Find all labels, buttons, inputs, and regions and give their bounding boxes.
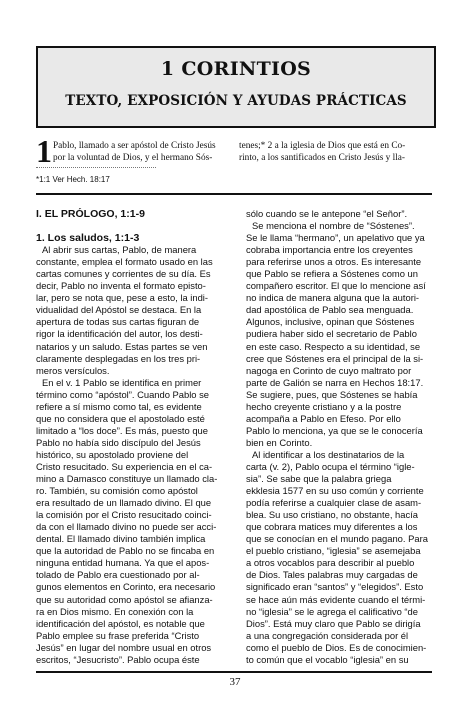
text-line: En el v. 1 Pablo se identifica en primer [42, 376, 202, 388]
text-line: tolado de Pablo era cuestionado por al- [36, 569, 200, 581]
text-line: hecho creyente cristiano y a la postre [246, 400, 402, 412]
text-line: cobraba importancia entre los creyentes [246, 244, 413, 256]
text-line: dad apostólica de Pablo sea menguada. [246, 304, 414, 316]
text-line: escritos, “Jesucristo”. Pablo ocupa éste [36, 653, 200, 665]
text-line: no “iglesia” se le agrega el calificativo “de [246, 605, 418, 617]
page-number: 37 [229, 676, 241, 688]
text-line: Pablo emplee su frase preferida “Cristo [36, 629, 200, 641]
text-line: apertura de todas sus cartas figuran de [36, 316, 200, 328]
text-line: ninguna entidad humana. Ya que el apos- [36, 557, 210, 569]
text-line: Algunos, inclusive, opinan que Sóstenes [246, 316, 415, 328]
text-line: natarios y un saludo. Estas partes se ven [36, 340, 208, 352]
text-line: ra en Dios mismo. En conexión con la [36, 605, 194, 617]
text-line: 1. Los saludos, 1:1-3 [36, 232, 140, 245]
text-line: da con el llamado divino no puede ser acci- [36, 521, 217, 533]
text-line: a una congregación considerada por él [246, 629, 409, 641]
footnote-separator [36, 167, 156, 168]
text-line: vidualidad del Apóstol se destaca. En la [36, 304, 202, 316]
text-line: como el pueblo de Dios. Es de conocimien- [246, 641, 427, 653]
text-line: cartas comunes y corrientes de su día. Es [36, 268, 211, 280]
text-line: rigor la identificación del autor, los desti- [36, 328, 203, 340]
text-line: que se conocían en el mundo pagano. Para [246, 533, 428, 545]
text-line: para referirse unos a otros. Es interesante [246, 256, 422, 268]
commentary-right-column [246, 208, 436, 666]
text-line: podía referirse a cualquier clase de asam- [246, 497, 422, 509]
text-line: Pablo lo menciona, ya que se le conocería [246, 424, 423, 436]
commentary-left-column [36, 208, 232, 666]
text-line: constante, emplea el formato usado en las [36, 256, 213, 268]
text-line: claramente desplegadas en los tres pri- [36, 352, 201, 364]
text-line: to común que el vocablo “iglesia” en su [246, 653, 409, 665]
text-line: Se menciona el nombre de “Sóstenes”. [252, 220, 415, 232]
text-line: I. EL PRÓLOGO, 1:1-9 [36, 208, 145, 220]
section-divider [36, 193, 432, 195]
text-line: Se sugiere, pues, que Sóstenes se había [246, 388, 418, 400]
scripture-line: Pablo, llamado a ser apóstol de Cristo Jesús [53, 141, 216, 151]
text-line: que la autoridad de Pablo no se fincaba en [36, 545, 215, 557]
text-line: limitado a “los doce”. Es más, puesto que [36, 424, 208, 436]
text-line: era resultado de un llamado divino. El que [36, 497, 212, 509]
scripture-right-column [239, 140, 437, 164]
text-line: a otros vocablos para describir al pueblo [246, 557, 415, 569]
text-line: mino a Damasco constituye un llamado cla- [36, 473, 218, 485]
text-line: blea. Su uso cristiano, no obstante, hacía [246, 509, 418, 521]
text-line: Jesús” en lugar del nombre usual en otros [36, 641, 212, 653]
text-line: dental. El llamado divino también implica [36, 533, 206, 545]
book-title: 1 CORINTIOS [160, 58, 312, 80]
book-subtitle: TEXTO, EXPOSICIÓN Y AYUDAS PRÁCTICAS [65, 93, 407, 109]
text-line: pudiera haber sido el secretario de Pablo [246, 328, 417, 340]
text-line: carta (v. 2), Pablo ocupa el término “igle- [246, 460, 415, 472]
text-line: no indica de manera alguna que la autori- [246, 292, 420, 304]
scripture-line: por la voluntad de Dios, y el hermano Sós- [53, 153, 213, 163]
scripture-left-column [36, 140, 230, 164]
text-line: en este caso. Respecto a su identidad, se [246, 340, 421, 352]
scripture-line: rinto, a los santificados en Cristo Jesús y lla- [239, 153, 406, 163]
text-line: histórico, su apostolado proviene del [36, 448, 189, 460]
text-line: Cristo resucitado. Su experiencia en el ca- [36, 460, 213, 472]
text-line: la comisión por el Cristo resucitado coinci- [36, 509, 212, 521]
text-line: Dios”. Está muy claro que Pablo se dirigía [246, 617, 421, 629]
text-line: término como “apóstol”. Cuando Pablo se [36, 388, 210, 400]
text-line: cree que Sóstenes era el principal de la si- [246, 352, 424, 364]
text-line: Se le llama “hermano”, un apelativo que ya [246, 232, 425, 244]
text-line [36, 220, 232, 232]
text-line: que su autoridad como apóstol se afianza- [36, 593, 213, 605]
scripture-line: tenes;* 2 a la iglesia de Dios que está en Co- [239, 141, 406, 151]
text-line: refiere a sí mismo como tal, es evidente [36, 400, 202, 412]
text-line: acompaña a Pablo en Efeso. Por ello [246, 412, 401, 424]
title-banner [36, 46, 436, 128]
text-line: lar, pero se nota que, pese a esto, la indi- [36, 292, 208, 304]
text-line: nagoga en Corinto de cuyo maltrato por [246, 364, 412, 376]
footer-divider [36, 671, 432, 673]
scripture-footnote: *1:1 Ver Hech. 18:17 [36, 175, 110, 184]
text-line: gunos elementos en Corinto, era necesario [36, 581, 216, 593]
text-line: compañero escritor. El que lo mencione así [246, 280, 426, 292]
text-line: Al abrir sus cartas, Pablo, de manera [42, 244, 197, 256]
text-line: identificación del apóstol, es notable que [36, 617, 205, 629]
text-line: se hace aún más evidente cuando el térmi- [246, 593, 426, 605]
text-line: bien en Corinto. [246, 436, 313, 448]
text-line: significado eran “santos” y “elegidos”. Esto [246, 581, 424, 593]
text-line: Pablo no había sido discípulo del Jesús [36, 436, 201, 448]
text-line: de Dios. Tales palabras muy cargadas de [246, 569, 418, 581]
text-line: ro. También, su comisión como apóstol [36, 485, 198, 497]
chapter-dropcap: 1 [36, 133, 52, 169]
text-line: parte de Galión se narra en Hechos 18:17. [246, 376, 424, 388]
text-line: Al identificar a los destinatarios de la [252, 448, 405, 460]
text-line: que cobrara matices muy diferentes a los [246, 521, 418, 533]
text-line: decir, Pablo no inventa el formato episto- [36, 280, 206, 292]
text-line: que no considera que el apostolado esté [36, 412, 205, 424]
text-line: ekklesia 1577 en su uso común y corriente [246, 485, 424, 497]
text-line: sia”. Se sabe que la palabra griega [246, 473, 392, 485]
text-line: sólo cuando se le antepone “el Señor”. [246, 208, 408, 219]
text-line: meros versículos. [36, 364, 110, 376]
text-line: que Pablo se refiera a Sóstenes como un [246, 268, 418, 280]
text-line: el pueblo cristiano, “iglesia” se asemejaba [246, 545, 421, 557]
